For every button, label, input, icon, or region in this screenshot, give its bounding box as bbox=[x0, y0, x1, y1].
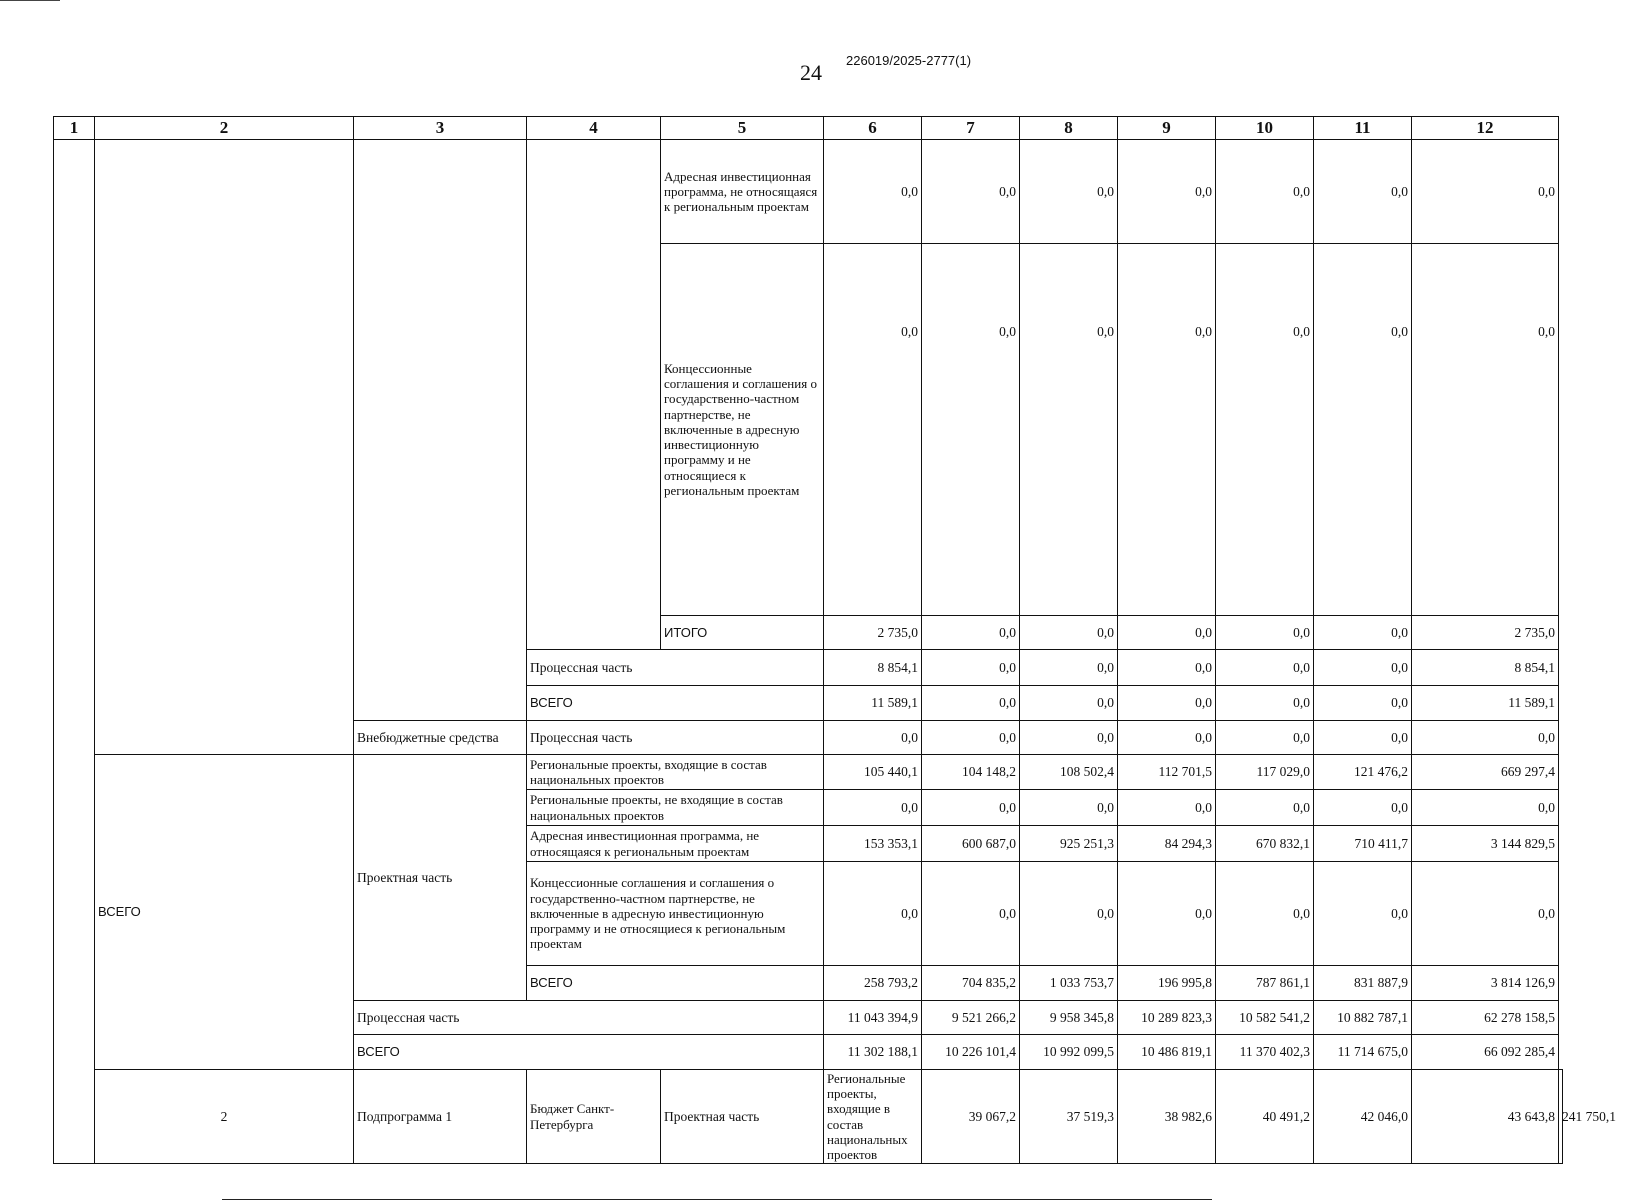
value-cell: 39 067,2 bbox=[922, 1070, 1020, 1164]
value-cell: 0,0 bbox=[1020, 140, 1118, 244]
value-cell: 84 294,3 bbox=[1118, 826, 1216, 862]
value-cell: 0,0 bbox=[1118, 244, 1216, 616]
value-cell: 2 735,0 bbox=[824, 616, 922, 650]
category-label: Концессионные соглашения и соглашения о государственно-частном партнерстве, не включенные в адресную инвестиционную программу и не относящиеся к региональным проектам bbox=[661, 244, 824, 616]
column-number: 3 bbox=[354, 117, 527, 140]
value-cell: 0,0 bbox=[922, 616, 1020, 650]
value-cell: 10 582 541,2 bbox=[1216, 1001, 1314, 1035]
value-cell: 40 491,2 bbox=[1216, 1070, 1314, 1164]
category-label: Региональные проекты, входящие в состав национальных проектов bbox=[527, 755, 824, 790]
value-cell: 42 046,0 bbox=[1314, 1070, 1412, 1164]
value-cell: 0,0 bbox=[1314, 140, 1412, 244]
value-cell: 0,0 bbox=[1118, 862, 1216, 966]
column-number-row bbox=[54, 117, 1563, 140]
value-cell: 0,0 bbox=[1314, 686, 1412, 721]
value-cell: 10 486 819,1 bbox=[1118, 1035, 1216, 1070]
program-name-label: Подпрограмма 1 bbox=[354, 1070, 527, 1164]
value-cell: 0,0 bbox=[824, 862, 922, 966]
value-cell: 0,0 bbox=[922, 244, 1020, 616]
value-cell: 0,0 bbox=[1118, 140, 1216, 244]
value-cell: 241 750,1 bbox=[1559, 1070, 1563, 1164]
funding-source-label: Бюджет Санкт-Петербурга bbox=[527, 1070, 661, 1164]
column-number: 9 bbox=[1118, 117, 1216, 140]
value-cell: 831 887,9 bbox=[1314, 966, 1412, 1001]
value-cell: 11 589,1 bbox=[1412, 686, 1559, 721]
value-cell: 10 289 823,3 bbox=[1118, 1001, 1216, 1035]
part-label: ВСЕГО bbox=[527, 686, 824, 721]
value-cell: 66 092 285,4 bbox=[1412, 1035, 1559, 1070]
column-number: 12 bbox=[1412, 117, 1559, 140]
value-cell: 0,0 bbox=[1314, 650, 1412, 686]
value-cell: 704 835,2 bbox=[922, 966, 1020, 1001]
value-cell: 8 854,1 bbox=[1412, 650, 1559, 686]
value-cell: 0,0 bbox=[1216, 140, 1314, 244]
value-cell: 710 411,7 bbox=[1314, 826, 1412, 862]
value-cell: 0,0 bbox=[1412, 140, 1559, 244]
value-cell: 0,0 bbox=[1314, 616, 1412, 650]
value-cell: 37 519,3 bbox=[1020, 1070, 1118, 1164]
part-label: Процессная часть bbox=[354, 1001, 824, 1035]
value-cell: 0,0 bbox=[824, 790, 922, 826]
column-number: 10 bbox=[1216, 117, 1314, 140]
value-cell: 3 144 829,5 bbox=[1412, 826, 1559, 862]
value-cell: 2 735,0 bbox=[1412, 616, 1559, 650]
budget-table bbox=[53, 116, 1616, 1164]
value-cell: 0,0 bbox=[1020, 790, 1118, 826]
category-label: Адресная инвестиционная программа, не относящаяся к региональным проектам bbox=[661, 140, 824, 244]
value-cell: 0,0 bbox=[1020, 721, 1118, 755]
value-cell: 9 521 266,2 bbox=[922, 1001, 1020, 1035]
value-cell: 0,0 bbox=[1216, 790, 1314, 826]
value-cell: 0,0 bbox=[1020, 616, 1118, 650]
column-number: 1 bbox=[54, 117, 95, 140]
column-number: 6 bbox=[824, 117, 922, 140]
value-cell: 121 476,2 bbox=[1314, 755, 1412, 790]
value-cell: 1 033 753,7 bbox=[1020, 966, 1118, 1001]
part-label: ВСЕГО bbox=[354, 1035, 824, 1070]
category-label: Региональные проекты, не входящие в состав национальных проектов bbox=[527, 790, 824, 826]
value-cell: 11 589,1 bbox=[824, 686, 922, 721]
value-cell: 112 701,5 bbox=[1118, 755, 1216, 790]
column-number: 5 bbox=[661, 117, 824, 140]
value-cell: 0,0 bbox=[1314, 862, 1412, 966]
table-row bbox=[54, 140, 1563, 244]
column-number: 8 bbox=[1020, 117, 1118, 140]
value-cell: 10 882 787,1 bbox=[1314, 1001, 1412, 1035]
value-cell: 11 043 394,9 bbox=[824, 1001, 922, 1035]
value-cell: 0,0 bbox=[1020, 650, 1118, 686]
value-cell: 0,0 bbox=[1216, 650, 1314, 686]
document-id: 226019/2025-2777(1) bbox=[846, 53, 972, 68]
value-cell: 0,0 bbox=[1412, 862, 1559, 966]
value-cell: 0,0 bbox=[1118, 686, 1216, 721]
value-cell: 0,0 bbox=[1412, 244, 1559, 616]
value-cell: 38 982,6 bbox=[1118, 1070, 1216, 1164]
column-number: 7 bbox=[922, 117, 1020, 140]
table-row bbox=[54, 1070, 1563, 1164]
value-cell: 258 793,2 bbox=[824, 966, 922, 1001]
value-cell: 0,0 bbox=[1118, 616, 1216, 650]
value-cell: 43 643,8 bbox=[1412, 1070, 1559, 1164]
value-cell: 600 687,0 bbox=[922, 826, 1020, 862]
value-cell: 0,0 bbox=[922, 721, 1020, 755]
value-cell: 0,0 bbox=[922, 140, 1020, 244]
value-cell: 153 353,1 bbox=[824, 826, 922, 862]
value-cell: 0,0 bbox=[922, 686, 1020, 721]
value-cell: 196 995,8 bbox=[1118, 966, 1216, 1001]
value-cell: 10 992 099,5 bbox=[1020, 1035, 1118, 1070]
value-cell: 0,0 bbox=[1020, 686, 1118, 721]
part-label: Процессная часть bbox=[527, 650, 824, 686]
value-cell: 0,0 bbox=[1314, 790, 1412, 826]
column-number: 4 bbox=[527, 117, 661, 140]
value-cell: 108 502,4 bbox=[1020, 755, 1118, 790]
value-cell: 0,0 bbox=[1216, 721, 1314, 755]
value-cell: 0,0 bbox=[1216, 686, 1314, 721]
top-edge-rule bbox=[0, 0, 60, 1]
value-cell: 105 440,1 bbox=[824, 755, 922, 790]
value-cell: 10 226 101,4 bbox=[922, 1035, 1020, 1070]
value-cell: 787 861,1 bbox=[1216, 966, 1314, 1001]
value-cell: 0,0 bbox=[922, 790, 1020, 826]
value-cell: 0,0 bbox=[1412, 790, 1559, 826]
value-cell: 0,0 bbox=[922, 650, 1020, 686]
value-cell: 0,0 bbox=[1314, 721, 1412, 755]
part-cell bbox=[527, 140, 661, 650]
row-number-cell bbox=[54, 140, 95, 1164]
program-name-label: ВСЕГО bbox=[95, 755, 354, 1070]
part-label: Проектная часть bbox=[661, 1070, 824, 1164]
value-cell: 0,0 bbox=[922, 862, 1020, 966]
value-cell: 3 814 126,9 bbox=[1412, 966, 1559, 1001]
value-cell: 62 278 158,5 bbox=[1412, 1001, 1559, 1035]
value-cell: 8 854,1 bbox=[824, 650, 922, 686]
page-number: 24 bbox=[800, 60, 822, 85]
value-cell: 669 297,4 bbox=[1412, 755, 1559, 790]
value-cell: 0,0 bbox=[1118, 721, 1216, 755]
value-cell: 0,0 bbox=[1216, 244, 1314, 616]
value-cell: 11 714 675,0 bbox=[1314, 1035, 1412, 1070]
value-cell: 925 251,3 bbox=[1020, 826, 1118, 862]
program-name-cell bbox=[95, 140, 354, 755]
value-cell: 670 832,1 bbox=[1216, 826, 1314, 862]
part-label: Проектная часть bbox=[354, 755, 527, 1001]
value-cell: 0,0 bbox=[824, 721, 922, 755]
value-cell: 0,0 bbox=[824, 244, 922, 616]
value-cell: 0,0 bbox=[1020, 862, 1118, 966]
value-cell: 0,0 bbox=[1118, 790, 1216, 826]
value-cell: 0,0 bbox=[824, 140, 922, 244]
value-cell: 0,0 bbox=[1314, 244, 1412, 616]
value-cell: 0,0 bbox=[1412, 721, 1559, 755]
value-cell: 117 029,0 bbox=[1216, 755, 1314, 790]
category-label: Концессионные соглашения и соглашения о государственно-частном партнерстве, не включенные в адресную инвестиционную программу и не относящиеся к региональным проектам bbox=[527, 862, 824, 966]
column-number: 2 bbox=[95, 117, 354, 140]
value-cell: 0,0 bbox=[1020, 244, 1118, 616]
funding-source-cell bbox=[354, 140, 527, 721]
value-cell: 0,0 bbox=[1216, 862, 1314, 966]
column-number: 11 bbox=[1314, 117, 1412, 140]
category-label: ИТОГО bbox=[661, 616, 824, 650]
value-cell: 11 302 188,1 bbox=[824, 1035, 922, 1070]
category-label: Адресная инвестиционная программа, не относящаяся к региональным проектам bbox=[527, 826, 824, 862]
value-cell: 9 958 345,8 bbox=[1020, 1001, 1118, 1035]
table-row bbox=[54, 755, 1563, 790]
row-number: 2 bbox=[95, 1070, 354, 1164]
value-cell: 0,0 bbox=[1216, 616, 1314, 650]
value-cell: 0,0 bbox=[1118, 650, 1216, 686]
value-cell: 11 370 402,3 bbox=[1216, 1035, 1314, 1070]
part-label: Процессная часть bbox=[527, 721, 824, 755]
funding-source-label: Внебюджетные средства bbox=[354, 721, 527, 755]
category-label: Региональные проекты, входящие в состав национальных проектов bbox=[824, 1070, 922, 1164]
category-label: ВСЕГО bbox=[527, 966, 824, 1001]
value-cell: 104 148,2 bbox=[922, 755, 1020, 790]
